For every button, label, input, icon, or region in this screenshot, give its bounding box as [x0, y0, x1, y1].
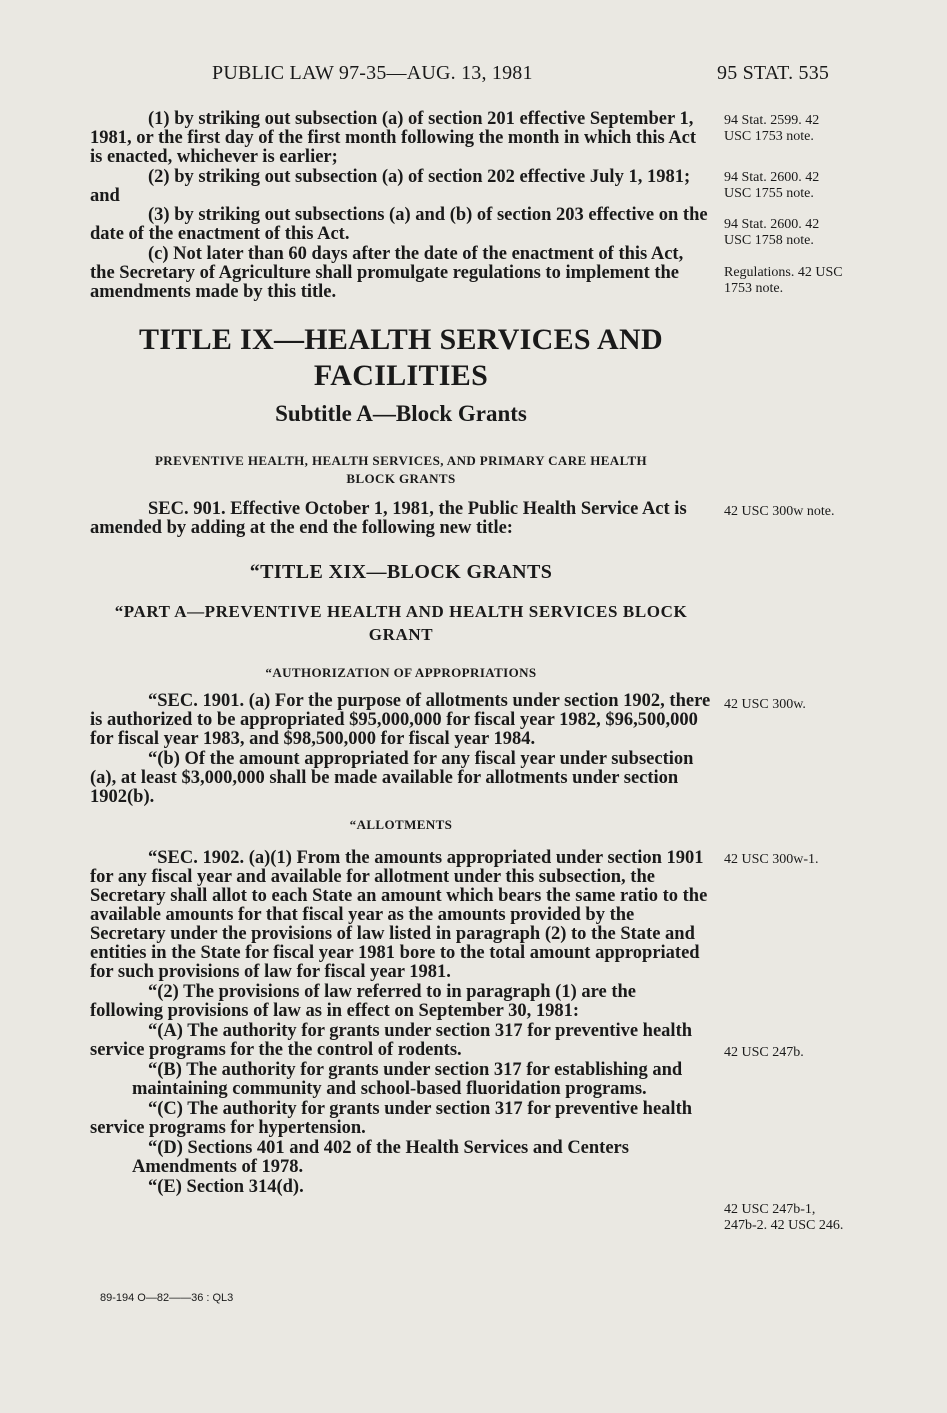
- part-a-line2: GRANT: [368, 625, 434, 644]
- part-a-heading: [90, 600, 712, 646]
- margin-note-3: 94 Stat. 2600. 42 USC 1758 note.: [724, 217, 820, 248]
- page-reference: 95 STAT. 535: [717, 62, 830, 84]
- item-c: “(C) The authority for grants under section 317 for preventive health service programs for hypertension.: [90, 1099, 693, 1138]
- item-a: “(A) The authority for grants under section 317 for preventive health service programs for the the control of rodents.: [90, 1021, 693, 1060]
- margin-note-2: 94 Stat. 2600. 42 USC 1755 note.: [724, 170, 820, 201]
- caption-line2: BLOCK GRANTS: [346, 471, 456, 486]
- title-ix-line1: TITLE IX—HEALTH SERVICES AND: [139, 323, 663, 356]
- margin-note-regulations: Regulations. 42 USC 1753 note.: [724, 265, 843, 296]
- section-1902-a2: “(2) The provisions of law referred to in paragraph (1) are the following provisions of law as in effect on September 30, 1981:: [90, 982, 636, 1021]
- margin-note-300w-note: 42 USC 300w note.: [724, 504, 835, 519]
- margin-note-247b-1: 42 USC 247b-1, 247b-2. 42 USC 246.: [724, 1202, 844, 1233]
- title-ix-line2: FACILITIES: [313, 359, 489, 392]
- item-d: “(D) Sections 401 and 402 of the Health Services and Centers Amendments of 1978.: [132, 1138, 629, 1177]
- block-grants-caption: [90, 452, 712, 488]
- allotments-heading: “ALLOTMENTS: [349, 817, 453, 832]
- item-e: “(E) Section 314(d).: [148, 1177, 304, 1197]
- margin-note-247b: 42 USC 247b.: [724, 1045, 804, 1060]
- section-901: [90, 500, 712, 538]
- paragraph-2: (2) by striking out subsection (a) of section 202 effective July 1, 1981; and: [90, 167, 691, 206]
- section-1901: [90, 692, 712, 807]
- part-a-line1: “PART A—PREVENTIVE HEALTH AND HEALTH SERVICES BLOCK: [114, 602, 688, 621]
- subtitle-a-heading: Subtitle A—Block Grants: [275, 401, 527, 426]
- caption-line1: PREVENTIVE HEALTH, HEALTH SERVICES, AND PRIMARY CARE HEALTH: [154, 453, 648, 468]
- print-code: 89-194 O—82——36 : QL3: [100, 1292, 234, 1304]
- margin-note-300w-1: 42 USC 300w-1.: [724, 852, 819, 867]
- section-1902-a1: “SEC. 1902. (a)(1) From the amounts appropriated under section 1901 for any fiscal year and available for allotment under this subsection, the Secretary shall allot to each State an amount which bears the same ratio to the available amounts for that fiscal year as the amounts provided by the Secretary under the provisions of law listed in paragraph (2) to the State and entities in the State for fiscal year 1981 bore to the total amount appropriated for such provisions of law for fiscal year 1981.: [90, 848, 708, 982]
- title-ix-heading: [90, 322, 712, 394]
- authorization-heading: “AUTHORIZATION OF APPROPRIATIONS: [265, 665, 537, 680]
- paragraph-c: (c) Not later than 60 days after the date of the enactment of this Act, the Secretary of Agriculture shall promulgate regulations to implement the amendments made by this title.: [90, 244, 684, 302]
- margin-note-300w: 42 USC 300w.: [724, 697, 806, 712]
- section-1901-b: “(b) Of the amount appropriated for any fiscal year under subsection (a), at least $3,000,000 shall be made available for allotments under section 1902(b).: [90, 749, 694, 807]
- running-head: PUBLIC LAW 97-35—AUG. 13, 1981: [212, 62, 533, 84]
- section-1902: [90, 849, 712, 1197]
- margin-note-1: 94 Stat. 2599. 42 USC 1753 note.: [724, 113, 820, 144]
- paragraph-1: (1) by striking out subsection (a) of section 201 effective September 1, 1981, or the first day of the first month following the month in which this Act is enacted, whichever is earlier;: [90, 109, 697, 167]
- top-amendments: [90, 110, 712, 302]
- title-xix-heading: “TITLE XIX—BLOCK GRANTS: [249, 561, 553, 583]
- paragraph-3: (3) by striking out subsections (a) and (b) of section 203 effective on the date of the enactment of this Act.: [90, 205, 708, 244]
- section-901-text: SEC. 901. Effective October 1, 1981, the Public Health Service Act is amended by adding at the end the following new title:: [90, 499, 687, 538]
- item-b: “(B) The authority for grants under section 317 for establishing and maintaining community and school-based fluoridation programs.: [132, 1060, 683, 1099]
- section-1901-a: “SEC. 1901. (a) For the purpose of allotments under section 1902, there is authorized to be appropriated $95,000,000 for fiscal year 1982, $96,500,000 for fiscal year 1983, and $98,500,000 for fiscal year 1984.: [90, 691, 711, 749]
